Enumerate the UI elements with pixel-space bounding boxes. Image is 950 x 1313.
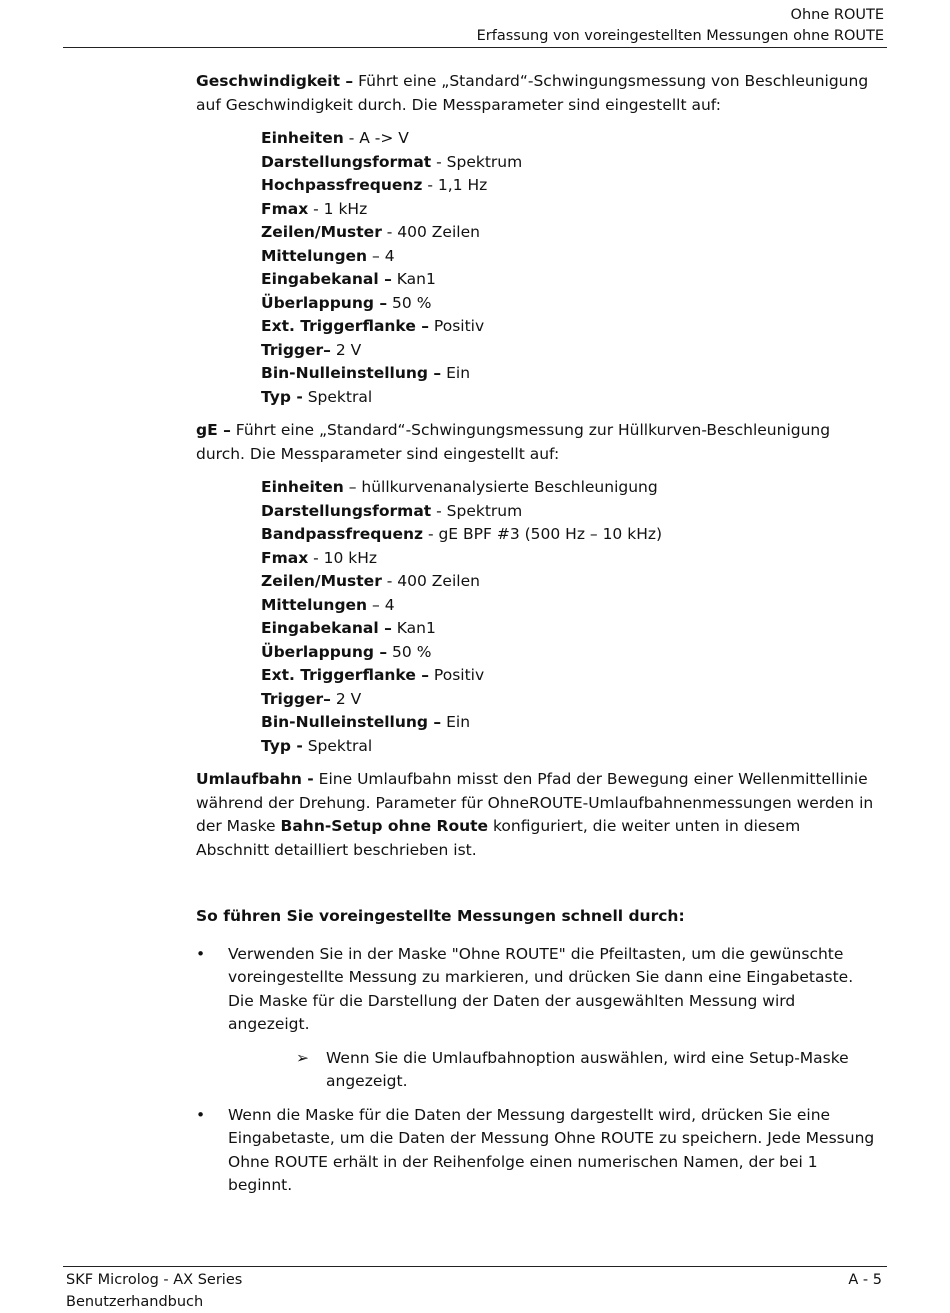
param-value: - 1,1 Hz [422,176,488,194]
speed-param-row [261,292,876,316]
page-footer [66,1269,242,1313]
param-value: Kan1 [391,270,436,288]
bullet-dot: • [196,1105,206,1124]
param-value: 2 V [330,340,362,359]
param-value: Positiv [429,317,485,335]
param-label: Ext. Triggerflanke – [261,666,429,684]
param-label: Darstellungsformat [261,501,432,520]
speed-param-row [261,151,876,175]
param-label: Trigger– [261,340,331,359]
param-label: Fmax [261,548,309,567]
howto-subitem-1 [196,1047,876,1094]
speed-param-row [261,198,876,222]
orbit-mask-name: Bahn-Setup ohne Route [280,817,489,835]
ge-param-row [261,735,876,759]
param-value: - gE BPF #3 (500 Hz – 10 kHz) [423,525,663,543]
param-label: Hochpassfrequenz [261,176,423,194]
param-value: Spektral [302,736,373,755]
speed-parameter-list [196,127,876,409]
ge-param-row [261,688,876,712]
param-value: Positiv [429,666,485,684]
ge-paragraph [196,419,876,466]
param-label: Einheiten [261,129,344,147]
ge-param-row [261,523,876,547]
header-section: Erfassung von voreingestellten Messungen ohne ROUTE [476,28,884,44]
param-value: Ein [441,713,471,731]
param-value: - 10 kHz [308,548,378,567]
howto-subitem-1-text: Wenn Sie die Umlaufbahnoption auswählen, wird eine Setup-Maske angezeigt. [326,1048,849,1090]
param-label: Ext. Triggerflanke – [261,317,429,335]
speed-param-row [261,315,876,339]
ge-param-row [261,500,876,524]
param-label: Mittelungen [261,246,368,265]
param-label: Typ - [261,736,303,755]
param-value: 2 V [330,689,362,708]
param-value: – 4 [367,246,395,265]
param-label: Darstellungsformat [261,152,432,171]
footer-product: SKF Microlog - AX Series [66,1272,243,1288]
ge-param-row [261,570,876,594]
param-value: - 400 Zeilen [381,572,480,590]
param-value: Kan1 [391,619,436,637]
orbit-paragraph [196,768,876,862]
footer-rule [63,1266,887,1267]
page-number: A - 5 [848,1272,882,1288]
param-label: Zeilen/Muster [261,572,382,590]
ge-text: Führt eine „Standard“-Schwingungsmessung zur Hüllkurven-Beschleunigung durch. Die Messparameter sind eingestellt auf: [196,421,831,463]
bullet-dot: • [196,944,206,963]
param-label: Überlappung – [261,293,388,312]
speed-param-row [261,127,876,151]
page-header [477,5,884,47]
param-label: Fmax [261,199,309,218]
param-label: Eingabekanal – [261,619,392,637]
param-label: Überlappung – [261,642,388,661]
param-label: Typ - [261,387,303,406]
param-label: Bin-Nulleinstellung – [261,713,442,731]
orbit-term: Umlaufbahn - [196,770,314,788]
param-value: 50 % [387,293,432,312]
ge-param-row [261,711,876,735]
orbit-text-1: Eine Umlaufbahn misst den Pfad der Bewegung einer Wellenmittellinie während der Drehung. Parameter für OhneROUTE-Umlaufbahnenmessungen werden in der Maske [196,770,874,835]
ge-term: gE – [196,421,231,439]
page-content [196,70,876,1208]
speed-paragraph [196,70,876,117]
howto-bullet-1-text: Verwenden Sie in der Maske "Ohne ROUTE" die Pfeiltasten, um die gewünschte voreingestellte Messung zu markieren, und drücken Sie dann eine Eingabetaste. Die Maske für die Darstellung der Daten der ausgewählten Messung wird angezeigt. [228,944,854,1033]
speed-param-row [261,339,876,363]
howto-heading: So führen Sie voreingestellte Messungen schnell durch: [196,907,685,925]
param-label: Bin-Nulleinstellung – [261,364,442,382]
speed-param-row [261,174,876,198]
ge-param-row [261,641,876,665]
param-value: Spektral [302,387,373,406]
speed-param-row [261,362,876,386]
param-label: Trigger– [261,689,331,708]
footer-document: Benutzerhandbuch [66,1294,204,1310]
howto-bullet-2 [196,1104,876,1198]
speed-term: Geschwindigkeit – [196,72,354,90]
param-value: - 1 kHz [308,199,368,218]
howto-bullet-1 [196,943,876,1037]
header-rule [63,47,887,48]
ge-parameter-list [196,476,876,758]
speed-text: Führt eine „Standard“-Schwingungsmessung von Beschleunigung auf Geschwindigkeit durch. Die Messparameter sind eingestellt auf: [196,72,869,114]
param-value: – hüllkurvenanalysierte Beschleunigung [343,478,658,496]
param-value: - Spektrum [431,152,523,171]
ge-param-row [261,617,876,641]
param-value: - 400 Zeilen [381,223,480,241]
param-value: 50 % [387,642,432,661]
speed-param-row [261,386,876,410]
param-value: – 4 [367,595,395,614]
param-label: Einheiten [261,478,344,496]
param-value: Ein [441,364,471,382]
param-label: Eingabekanal – [261,270,392,288]
arrow-bullet-icon: ➢ [296,1048,309,1067]
header-chapter: Ohne ROUTE [790,7,884,23]
param-label: Bandpassfrequenz [261,525,424,543]
ge-param-row [261,664,876,688]
orbit-text-2: konfiguriert, die weiter unten in diesem Abschnitt detailliert beschrieben ist. [196,817,801,859]
param-label: Zeilen/Muster [261,223,382,241]
speed-param-row [261,221,876,245]
howto-bullet-2-text: Wenn die Maske für die Daten der Messung dargestellt wird, drücken Sie eine Eingabetaste, um die Daten der Messung Ohne ROUTE zu speichern. Jede Messung Ohne ROUTE erhält in der Reihenfolge einen numerischen Namen, der bei 1 beginnt. [228,1105,875,1194]
speed-param-row [261,268,876,292]
ge-param-row [261,547,876,571]
ge-param-row [261,476,876,500]
ge-param-row [261,594,876,618]
param-label: Mittelungen [261,595,368,614]
param-value: - Spektrum [431,501,523,520]
param-value: - A -> V [343,129,409,147]
speed-param-row [261,245,876,269]
